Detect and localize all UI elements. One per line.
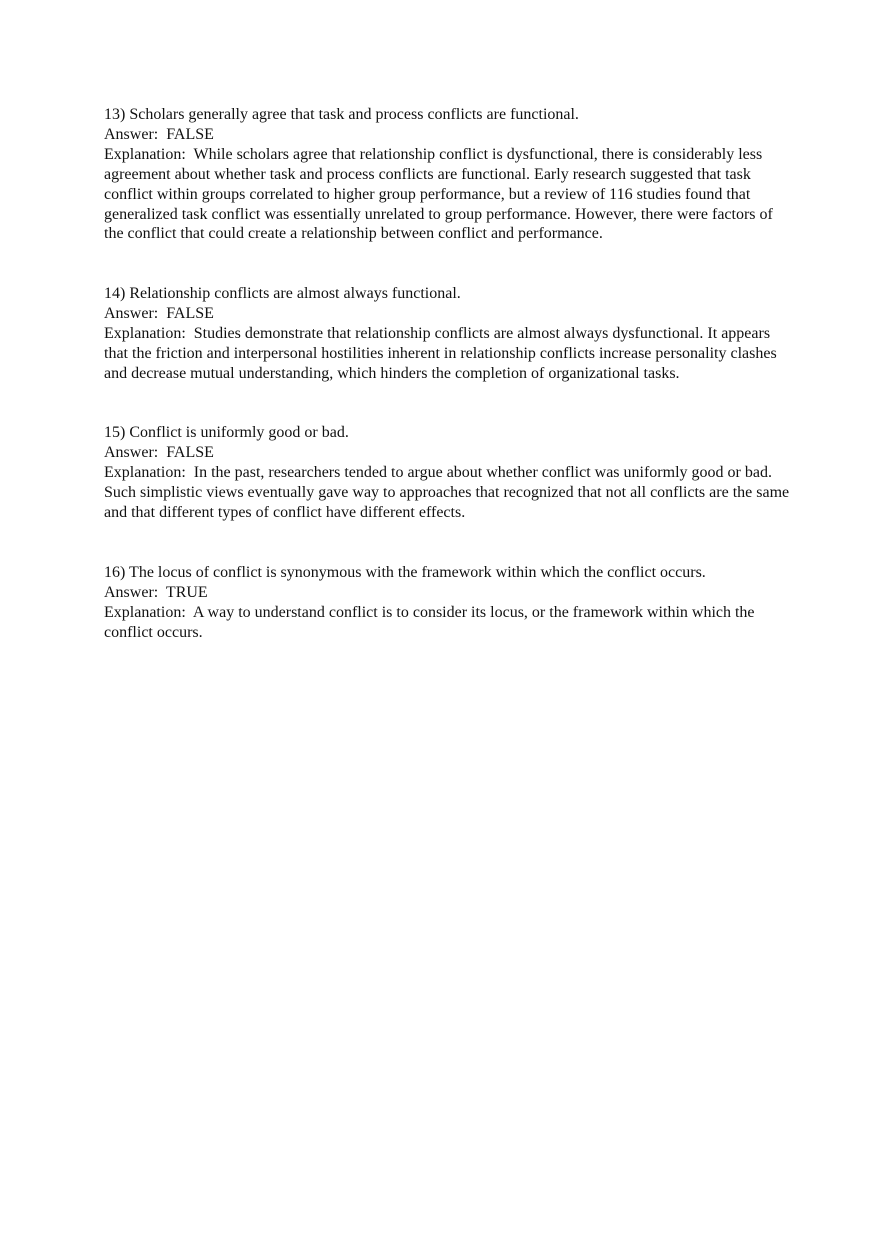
answer-label: Answer:	[104, 125, 167, 143]
explanation-label: Explanation:	[104, 324, 194, 342]
answer-value: FALSE	[166, 125, 214, 143]
explanation-label: Explanation:	[104, 603, 193, 621]
answer-value: FALSE	[166, 305, 214, 323]
question-text: 14) Relationship conflicts are almost always functional.	[104, 285, 461, 303]
question-block-16	[104, 563, 794, 643]
answer-label: Answer:	[104, 583, 166, 601]
answer-value: FALSE	[166, 444, 214, 462]
answer-label: Answer:	[104, 305, 167, 323]
explanation-text: While scholars agree that relationship conflict is dysfunctional, there is considerably less agreement about whether task and process conflicts are functional. Early research suggested that task conflict within groups correlated to higher group performance, but a review of 116 studies found that generalized task conflict was essentially unrelated to group performance. However, there were factors of the conflict that could create a relationship between conflict and performance.	[104, 145, 773, 243]
explanation-label: Explanation:	[104, 464, 194, 482]
answer-label: Answer:	[104, 444, 167, 462]
document-page	[104, 105, 794, 642]
explanation-text: In the past, researchers tended to argue about whether conflict was uniformly good or bad. Such simplistic views eventually gave way to approaches that recognized that not all conflicts are the same and that different types of conflict have different effects.	[104, 464, 790, 522]
explanation-label: Explanation:	[104, 145, 194, 163]
explanation-text: Studies demonstrate that relationship conflicts are almost always dysfunctional. It appears that the friction and interpersonal hostilities inherent in relationship conflicts increase personality clashes and decrease mutual understanding, which hinders the completion of organizational tasks.	[104, 324, 777, 382]
answer-line	[104, 583, 794, 603]
answer-line	[104, 443, 794, 463]
explanation-text: A way to understand conflict is to consider its locus, or the framework within which the conflict occurs.	[104, 603, 755, 641]
question-text: 13) Scholars generally agree that task and process conflicts are functional.	[104, 106, 579, 123]
question-text: 16) The locus of conflict is synonymous with the framework within which the conflict occurs.	[104, 563, 706, 581]
explanation-line	[104, 603, 794, 643]
question-text: 15) Conflict is uniformly good or bad.	[104, 424, 349, 442]
answer-line	[104, 304, 794, 324]
question-block-14	[104, 284, 794, 384]
answer-value: TRUE	[165, 583, 208, 601]
explanation-line	[104, 324, 794, 384]
explanation-line	[104, 463, 794, 523]
explanation-line	[104, 145, 794, 245]
question-block-13	[104, 105, 794, 244]
answer-line	[104, 125, 794, 145]
question-block-15	[104, 423, 794, 523]
